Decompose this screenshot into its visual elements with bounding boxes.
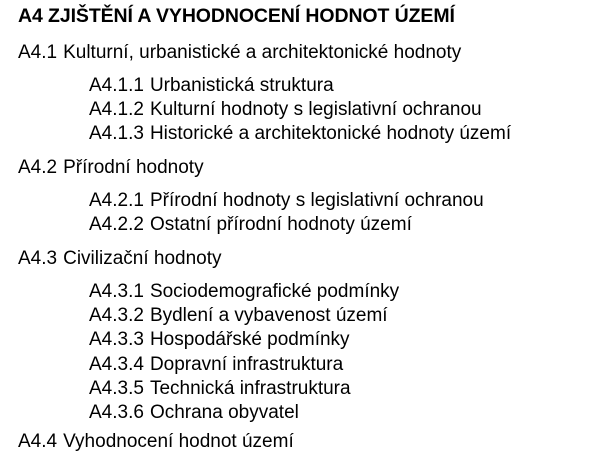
subsection-item bbox=[89, 213, 412, 237]
subsection-number: A4.1.3 bbox=[89, 123, 144, 144]
section-heading bbox=[18, 247, 222, 271]
subsection-number: A4.3.3 bbox=[89, 329, 144, 350]
subsection-label: Ochrana obyvatel bbox=[149, 402, 299, 423]
subsection-label: Urbanistická struktura bbox=[149, 75, 334, 96]
subsection-label: Bydlení a vybavenost území bbox=[149, 305, 388, 326]
section-number: A4.4 bbox=[18, 431, 58, 452]
subsection-item bbox=[89, 122, 511, 146]
section-label: Přírodní hodnoty bbox=[63, 157, 204, 178]
subsection-label: Historické a architektonické hodnoty území bbox=[149, 123, 512, 144]
section-number: A4.2 bbox=[18, 157, 58, 178]
section-heading bbox=[18, 430, 294, 454]
subsection-label: Dopravní infrastruktura bbox=[149, 354, 344, 375]
subsection-label: Hospodářské podmínky bbox=[149, 329, 350, 350]
subsection-number: A4.3.1 bbox=[89, 281, 144, 302]
subsection-number: A4.3.4 bbox=[89, 354, 144, 375]
subsection-label: Ostatní přírodní hodnoty území bbox=[149, 214, 412, 235]
subsection-item bbox=[89, 353, 343, 377]
subsection-number: A4.3.6 bbox=[89, 402, 144, 423]
subsection-number: A4.2.1 bbox=[89, 190, 144, 211]
subsection-item bbox=[89, 189, 484, 213]
subsection-number: A4.3.2 bbox=[89, 305, 144, 326]
subsection-item bbox=[89, 98, 482, 122]
subsection-item bbox=[89, 280, 399, 304]
section-label: Vyhodnocení hodnot území bbox=[63, 431, 294, 452]
section-number: A4.3 bbox=[18, 248, 58, 269]
subsection-label: Technická infrastruktura bbox=[149, 378, 351, 399]
subsection-label: Sociodemografické podmínky bbox=[149, 281, 400, 302]
subsection-label: Přírodní hodnoty s legislativní ochranou bbox=[149, 190, 484, 211]
section-heading bbox=[18, 156, 204, 180]
subsection-number: A4.3.5 bbox=[89, 378, 144, 399]
subsection-number: A4.1.2 bbox=[89, 99, 144, 120]
subsection-label: Kulturní hodnoty s legislativní ochranou bbox=[149, 99, 482, 120]
section-label: Civilizační hodnoty bbox=[63, 248, 222, 269]
section-label: Kulturní, urbanistické a architektonické hodnoty bbox=[63, 42, 462, 63]
subsection-number: A4.2.2 bbox=[89, 214, 144, 235]
subsection-item bbox=[89, 304, 388, 328]
subsection-item bbox=[89, 74, 334, 98]
section-heading bbox=[18, 41, 461, 65]
subsection-number: A4.1.1 bbox=[89, 75, 144, 96]
document-title: A4 ZJIŠTĚNÍ A VYHODNOCENÍ HODNOT ÚZEMÍ bbox=[18, 5, 455, 27]
subsection-item bbox=[89, 377, 351, 401]
subsection-item bbox=[89, 401, 299, 425]
section-number: A4.1 bbox=[18, 42, 58, 63]
subsection-item bbox=[89, 328, 350, 352]
